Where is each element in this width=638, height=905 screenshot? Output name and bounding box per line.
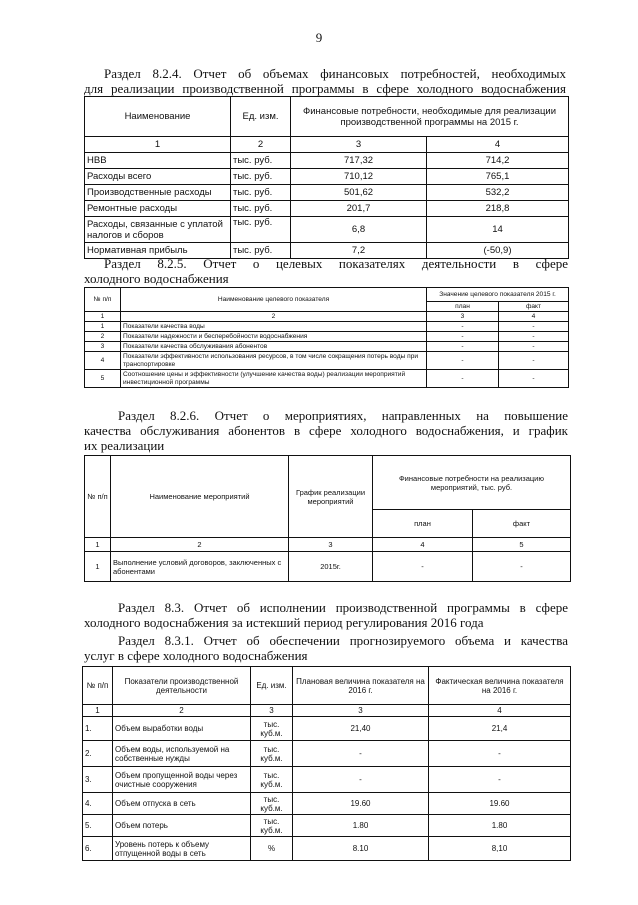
- row-fact: -: [499, 342, 569, 352]
- col-number: 1: [85, 312, 121, 322]
- row-fact: -: [429, 767, 571, 793]
- table-8-3-1: [82, 666, 571, 861]
- col-number: 3: [291, 137, 427, 153]
- row-fact: -: [499, 332, 569, 342]
- row-plan: 21,40: [293, 717, 429, 741]
- table-row: [83, 741, 571, 767]
- section-8-2-4-title-line2: для реализации производственной программы в сфере холодного водоснабжения: [84, 81, 566, 96]
- header-value: Значение целевого показателя 2015 г.: [427, 288, 569, 302]
- col-number: 4: [499, 312, 569, 322]
- row-plan: -: [427, 322, 499, 332]
- row-plan: 1.80: [293, 815, 429, 837]
- row-unit: тыс. руб.: [231, 153, 291, 169]
- row-fact: -: [499, 322, 569, 332]
- row-num: 3.: [83, 767, 113, 793]
- row-name: Расходы всего: [85, 169, 231, 185]
- row-num: 1.: [83, 717, 113, 741]
- row-fact: -: [429, 741, 571, 767]
- table-row: [85, 185, 569, 201]
- header-fin: Финансовые потребности на реализацию мероприятий, тыс. руб.: [373, 456, 571, 510]
- row-schedule: 2015г.: [289, 552, 373, 582]
- row-unit: %: [251, 837, 293, 861]
- row-unit: тыс. куб.м.: [251, 717, 293, 741]
- header-plan: план: [427, 302, 499, 312]
- header-num: № п/п: [83, 667, 113, 705]
- table-row: [83, 717, 571, 741]
- table-row: [83, 793, 571, 815]
- row-plan: -: [427, 342, 499, 352]
- row-value-4: 14: [427, 217, 569, 243]
- header-num: № п/п: [85, 288, 121, 312]
- col-number: 3: [289, 538, 373, 552]
- section-8-3-title-line2: холодного водоснабжения за истекший период регулирования 2016 года: [84, 615, 484, 630]
- row-name: Уровень потерь к объему отпущенной воды в сеть: [113, 837, 251, 861]
- row-fact: 21,4: [429, 717, 571, 741]
- row-num: 2: [85, 332, 121, 342]
- row-name: Объем пропущенной воды через очистные сооружения: [113, 767, 251, 793]
- row-value-4: 714,2: [427, 153, 569, 169]
- table-row: [85, 153, 569, 169]
- table-8-2-4: [84, 96, 569, 259]
- section-8-2-6-title-line2: качества обслуживания абонентов в сфере холодного водоснабжения, и график: [84, 423, 568, 438]
- table-row: [83, 837, 571, 861]
- header-fact: факт: [473, 510, 571, 538]
- table-8-2-5: [84, 287, 569, 388]
- row-unit: тыс. куб.м.: [251, 741, 293, 767]
- row-fact: -: [499, 370, 569, 388]
- header-name: Наименование мероприятий: [111, 456, 289, 538]
- row-num: 1: [85, 552, 111, 582]
- section-8-2-6-title-line1: Раздел 8.2.6. Отчет о мероприятиях, направленных на повышение: [118, 408, 568, 423]
- row-value-3: 6,8: [291, 217, 427, 243]
- table-row: [83, 815, 571, 837]
- row-fact: -: [499, 352, 569, 370]
- row-value-4: 765,1: [427, 169, 569, 185]
- row-unit: тыс. руб.: [231, 169, 291, 185]
- section-8-2-5-title-line2: холодного водоснабжения: [84, 271, 229, 286]
- col-number: 2: [113, 705, 251, 717]
- row-unit: тыс. куб.м.: [251, 793, 293, 815]
- col-number: 2: [121, 312, 427, 322]
- table-row: [85, 332, 569, 342]
- header-num: № п/п: [85, 456, 111, 538]
- header-name: Показатели производственной деятельности: [113, 667, 251, 705]
- header-name: Наименование целевого показателя: [121, 288, 427, 312]
- row-num: 2.: [83, 741, 113, 767]
- col-number: 3: [293, 705, 429, 717]
- row-name: Ремонтные расходы: [85, 201, 231, 217]
- table-row: [85, 552, 571, 582]
- row-value-3: 201,7: [291, 201, 427, 217]
- table-row: [85, 342, 569, 352]
- section-8-3-heading: [84, 600, 568, 630]
- row-name: Выполнение условий договоров, заключенных с абонентами: [111, 552, 289, 582]
- section-8-3-title-line1: Раздел 8.3. Отчет об исполнении производственной программы в сфере: [118, 600, 568, 615]
- row-name: Показатели эффективности использования ресурсов, в том числе сокращения потерь воды при транспортировке: [121, 352, 427, 370]
- header-unit: Ед. изм.: [251, 667, 293, 705]
- row-unit: тыс. руб.: [231, 185, 291, 201]
- row-fact: -: [473, 552, 571, 582]
- header-plan: Плановая величина показателя на 2016 г.: [293, 667, 429, 705]
- row-value-4: (-50,9): [427, 243, 569, 259]
- row-unit: тыс. руб.: [231, 217, 291, 243]
- row-num: 3: [85, 342, 121, 352]
- row-value-3: 7,2: [291, 243, 427, 259]
- col-number: 4: [427, 137, 569, 153]
- row-unit: тыс. куб.м.: [251, 815, 293, 837]
- header-fin: Финансовые потребности, необходимые для реализации производственной программы на 2015 г.: [291, 97, 569, 137]
- table-8-2-6: [84, 455, 571, 582]
- table-row: [85, 201, 569, 217]
- row-plan: -: [293, 767, 429, 793]
- table-row: [83, 767, 571, 793]
- section-8-2-5-heading: [84, 256, 568, 286]
- row-name: Нормативная прибыль: [85, 243, 231, 259]
- row-plan: -: [427, 352, 499, 370]
- col-number: 3: [427, 312, 499, 322]
- table-row: [85, 352, 569, 370]
- col-number: 5: [473, 538, 571, 552]
- table-row: [85, 169, 569, 185]
- row-unit: тыс. руб.: [231, 201, 291, 217]
- row-value-3: 710,12: [291, 169, 427, 185]
- row-name: Объем воды, используемой на собственные нужды: [113, 741, 251, 767]
- section-8-2-5-title-line1: Раздел 8.2.5. Отчет о целевых показателях деятельности в сфере: [104, 256, 568, 271]
- col-number: 4: [429, 705, 571, 717]
- row-fact: 1.80: [429, 815, 571, 837]
- row-value-4: 218,8: [427, 201, 569, 217]
- row-num: 4.: [83, 793, 113, 815]
- page-number: 9: [315, 30, 323, 45]
- row-name: Объем отпуска в сеть: [113, 793, 251, 815]
- header-plan: план: [373, 510, 473, 538]
- table-row: [85, 370, 569, 388]
- row-value-3: 717,32: [291, 153, 427, 169]
- header-fact: факт: [499, 302, 569, 312]
- row-name: Расходы, связанные с уплатой налогов и сборов: [85, 217, 231, 243]
- row-plan: 19.60: [293, 793, 429, 815]
- header-schedule: График реализации мероприятий: [289, 456, 373, 538]
- section-8-3-1-heading: [84, 633, 568, 663]
- row-fact: 8,10: [429, 837, 571, 861]
- table-row: [85, 322, 569, 332]
- row-value-3: 501,62: [291, 185, 427, 201]
- section-8-2-6-title-line3: их реализации: [84, 438, 165, 453]
- row-plan: -: [427, 332, 499, 342]
- row-plan: -: [373, 552, 473, 582]
- col-number: 2: [111, 538, 289, 552]
- section-8-3-1-title-line2: услуг в сфере холодного водоснабжения: [84, 648, 308, 663]
- col-number: 1: [85, 137, 231, 153]
- col-number: 4: [373, 538, 473, 552]
- row-num: 4: [85, 352, 121, 370]
- row-num: 5.: [83, 815, 113, 837]
- row-name: Производственные расходы: [85, 185, 231, 201]
- row-fact: 19.60: [429, 793, 571, 815]
- section-8-2-4-title-line1: Раздел 8.2.4. Отчет об объемах финансовых потребностей, необходимых: [104, 66, 566, 81]
- row-name: Объем потерь: [113, 815, 251, 837]
- header-fact: Фактическая величина показателя на 2016 г.: [429, 667, 571, 705]
- header-unit: Ед. изм.: [231, 97, 291, 137]
- row-name: Соотношение цены и эффективности (улучшение качества воды) реализации мероприятий инвестиционной программы: [121, 370, 427, 388]
- table-row: [85, 217, 569, 243]
- col-number: 3: [251, 705, 293, 717]
- row-name: Показатели надежности и бесперебойности водоснабжения: [121, 332, 427, 342]
- row-num: 6.: [83, 837, 113, 861]
- col-number: 2: [231, 137, 291, 153]
- row-value-4: 532,2: [427, 185, 569, 201]
- col-number: 1: [83, 705, 113, 717]
- section-8-2-4-heading: [84, 66, 566, 96]
- row-num: 1: [85, 322, 121, 332]
- header-name: Наименование: [85, 97, 231, 137]
- section-8-2-6-heading: [84, 408, 568, 453]
- row-unit: тыс. куб.м.: [251, 767, 293, 793]
- row-name: НВВ: [85, 153, 231, 169]
- row-plan: -: [427, 370, 499, 388]
- row-plan: -: [293, 741, 429, 767]
- section-8-3-1-title-line1: Раздел 8.3.1. Отчет об обеспечении прогнозируемого объема и качества: [118, 633, 568, 648]
- row-num: 5: [85, 370, 121, 388]
- row-name: Показатели качества обслуживания абонентов: [121, 342, 427, 352]
- col-number: 1: [85, 538, 111, 552]
- row-name: Объем выработки воды: [113, 717, 251, 741]
- row-unit: тыс. руб.: [231, 243, 291, 259]
- row-plan: 8.10: [293, 837, 429, 861]
- row-name: Показатели качества воды: [121, 322, 427, 332]
